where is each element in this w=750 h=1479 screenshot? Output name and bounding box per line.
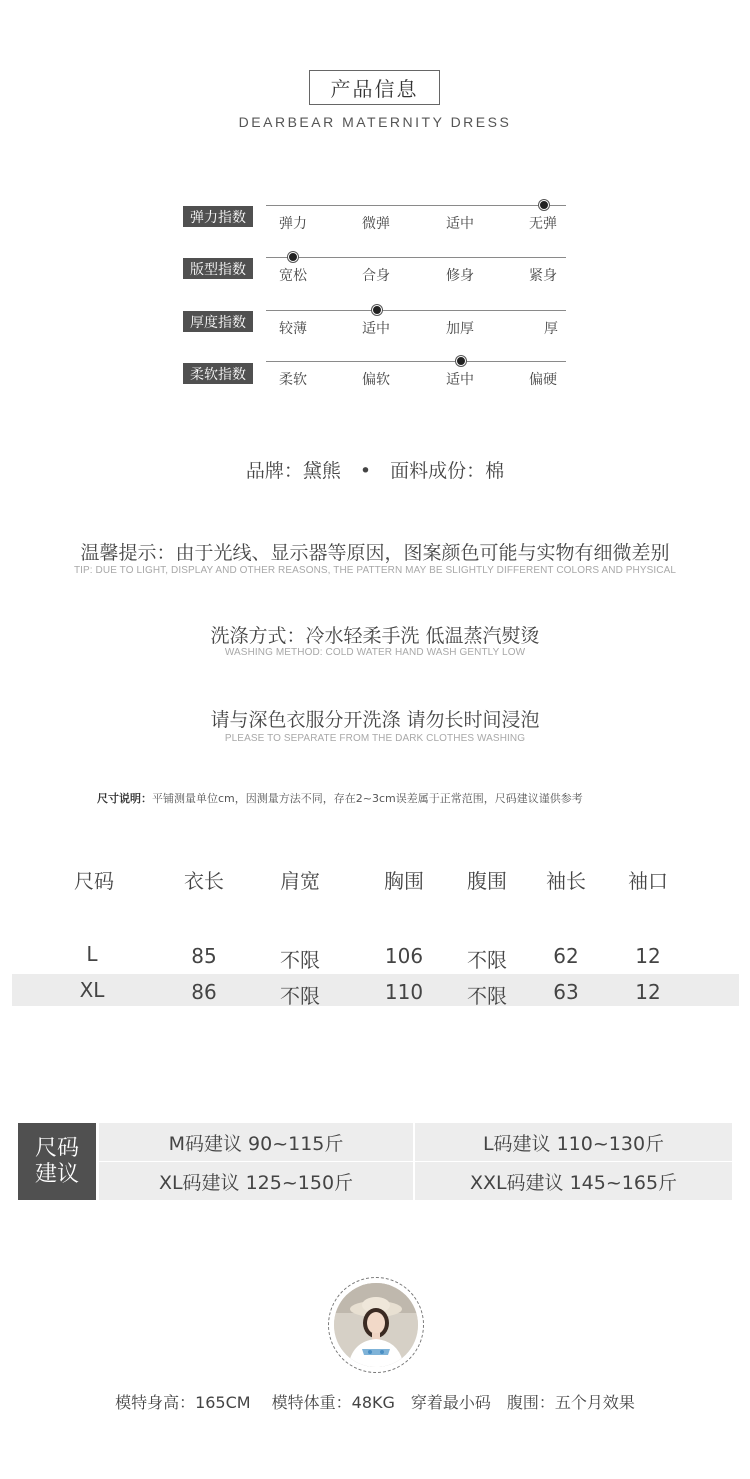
table-cell: 不限 — [467, 984, 507, 1008]
index-label-softness: 柔软指数 — [183, 363, 253, 384]
index-option: 宽松 — [279, 268, 307, 284]
table-header: 腹围 — [467, 869, 507, 893]
page-subtitle: DEARBEAR MATERNITY DRESS — [238, 114, 512, 130]
index-option: 加厚 — [446, 321, 474, 337]
size-note — [97, 790, 583, 806]
model-photo — [334, 1283, 418, 1367]
index-scale-line — [266, 205, 566, 206]
separate-wash-notice: 请与深色衣服分开洗涤 请勿长时间浸泡 — [210, 709, 540, 731]
table-cell: 85 — [191, 944, 217, 968]
size-note-label: 尺寸说明： — [97, 792, 152, 805]
table-header: 袖口 — [628, 869, 668, 893]
table-header: 衣长 — [184, 869, 224, 893]
table-row-content — [0, 978, 750, 1008]
table-cell: 不限 — [280, 984, 320, 1008]
index-option: 偏硬 — [529, 372, 557, 388]
table-cell: 63 — [553, 980, 579, 1004]
index-option: 合身 — [362, 268, 390, 284]
table-cell: 不限 — [467, 948, 507, 972]
index-option: 厚 — [544, 321, 558, 337]
index-option: 弹力 — [279, 216, 307, 232]
table-cell: 62 — [553, 944, 579, 968]
index-option: 紧身 — [529, 268, 557, 284]
table-header: 胸围 — [384, 869, 424, 893]
model-avatar — [328, 1277, 424, 1373]
table-header: 尺码 — [74, 869, 114, 893]
index-marker — [539, 200, 549, 210]
index-scale-line — [266, 257, 566, 258]
recommendation-item: XXL码建议 145~165斤 — [415, 1162, 732, 1200]
model-photo-illustration — [334, 1283, 418, 1367]
recommendation-item: M码建议 90~115斤 — [99, 1123, 413, 1161]
index-scale-line — [266, 310, 566, 311]
model-info: 模特身高：165CM 模特体重：48KG 穿着最小码 腹围：五个月效果 — [115, 1393, 635, 1412]
table-cell: 12 — [635, 944, 661, 968]
recommendation-heading-line: 尺码 — [34, 1135, 79, 1161]
index-marker — [372, 305, 382, 315]
index-option: 偏软 — [362, 372, 390, 388]
index-option: 柔软 — [279, 372, 307, 388]
separate-wash-notice-en: PLEASE TO SEPARATE FROM THE DARK CLOTHES WASHING — [224, 733, 526, 744]
index-marker — [456, 356, 466, 366]
recommendation-heading-line: 建议 — [34, 1161, 79, 1187]
size-note-text: 平铺测量单位cm，因测量方法不同，存在2~3cm误差属于正常范围，尺码建议谨供参考 — [152, 792, 583, 805]
index-option: 适中 — [362, 321, 390, 337]
index-option: 微弹 — [362, 216, 390, 232]
index-option: 较薄 — [279, 321, 307, 337]
index-label-elasticity: 弹力指数 — [183, 206, 253, 227]
index-label-thickness: 厚度指数 — [183, 311, 253, 332]
washing-method-en: WASHING METHOD: COLD WATER HAND WASH GENTLY LOW — [224, 647, 526, 658]
index-scale-line — [266, 361, 566, 362]
washing-method: 洗涤方式：冷水轻柔手洗 低温蒸汽熨烫 — [210, 625, 540, 647]
recommendation-heading — [18, 1123, 96, 1200]
index-option: 修身 — [446, 268, 474, 284]
index-label-fit: 版型指数 — [183, 258, 253, 279]
index-marker — [288, 252, 298, 262]
tip-notice: 温馨提示：由于光线、显示器等原因，图案颜色可能与实物有细微差别 — [80, 542, 670, 564]
index-option: 适中 — [446, 216, 474, 232]
table-row — [0, 942, 750, 972]
tip-notice-en: TIP: DUE TO LIGHT, DISPLAY AND OTHER REASONS, THE PATTERN MAY BE SLIGHTLY DIFFERENT COLORS AND PHYSICAL — [73, 565, 677, 576]
table-cell: XL — [79, 978, 105, 1002]
table-cell: 86 — [191, 980, 217, 1004]
page-title: 产品信息 — [309, 70, 440, 105]
table-cell: 12 — [635, 980, 661, 1004]
table-header: 肩宽 — [280, 869, 320, 893]
recommendation-item: XL码建议 125~150斤 — [99, 1162, 413, 1200]
table-cell: L — [86, 942, 98, 966]
table-cell: 106 — [384, 944, 424, 968]
recommendation-item: L码建议 110~130斤 — [415, 1123, 732, 1161]
table-header: 袖长 — [546, 869, 586, 893]
table-cell: 不限 — [280, 948, 320, 972]
brand-fabric-line: 品牌：黛熊 • 面料成份：棉 — [245, 460, 505, 482]
index-option: 适中 — [446, 372, 474, 388]
table-cell: 110 — [384, 980, 424, 1004]
index-option: 无弹 — [529, 216, 557, 232]
